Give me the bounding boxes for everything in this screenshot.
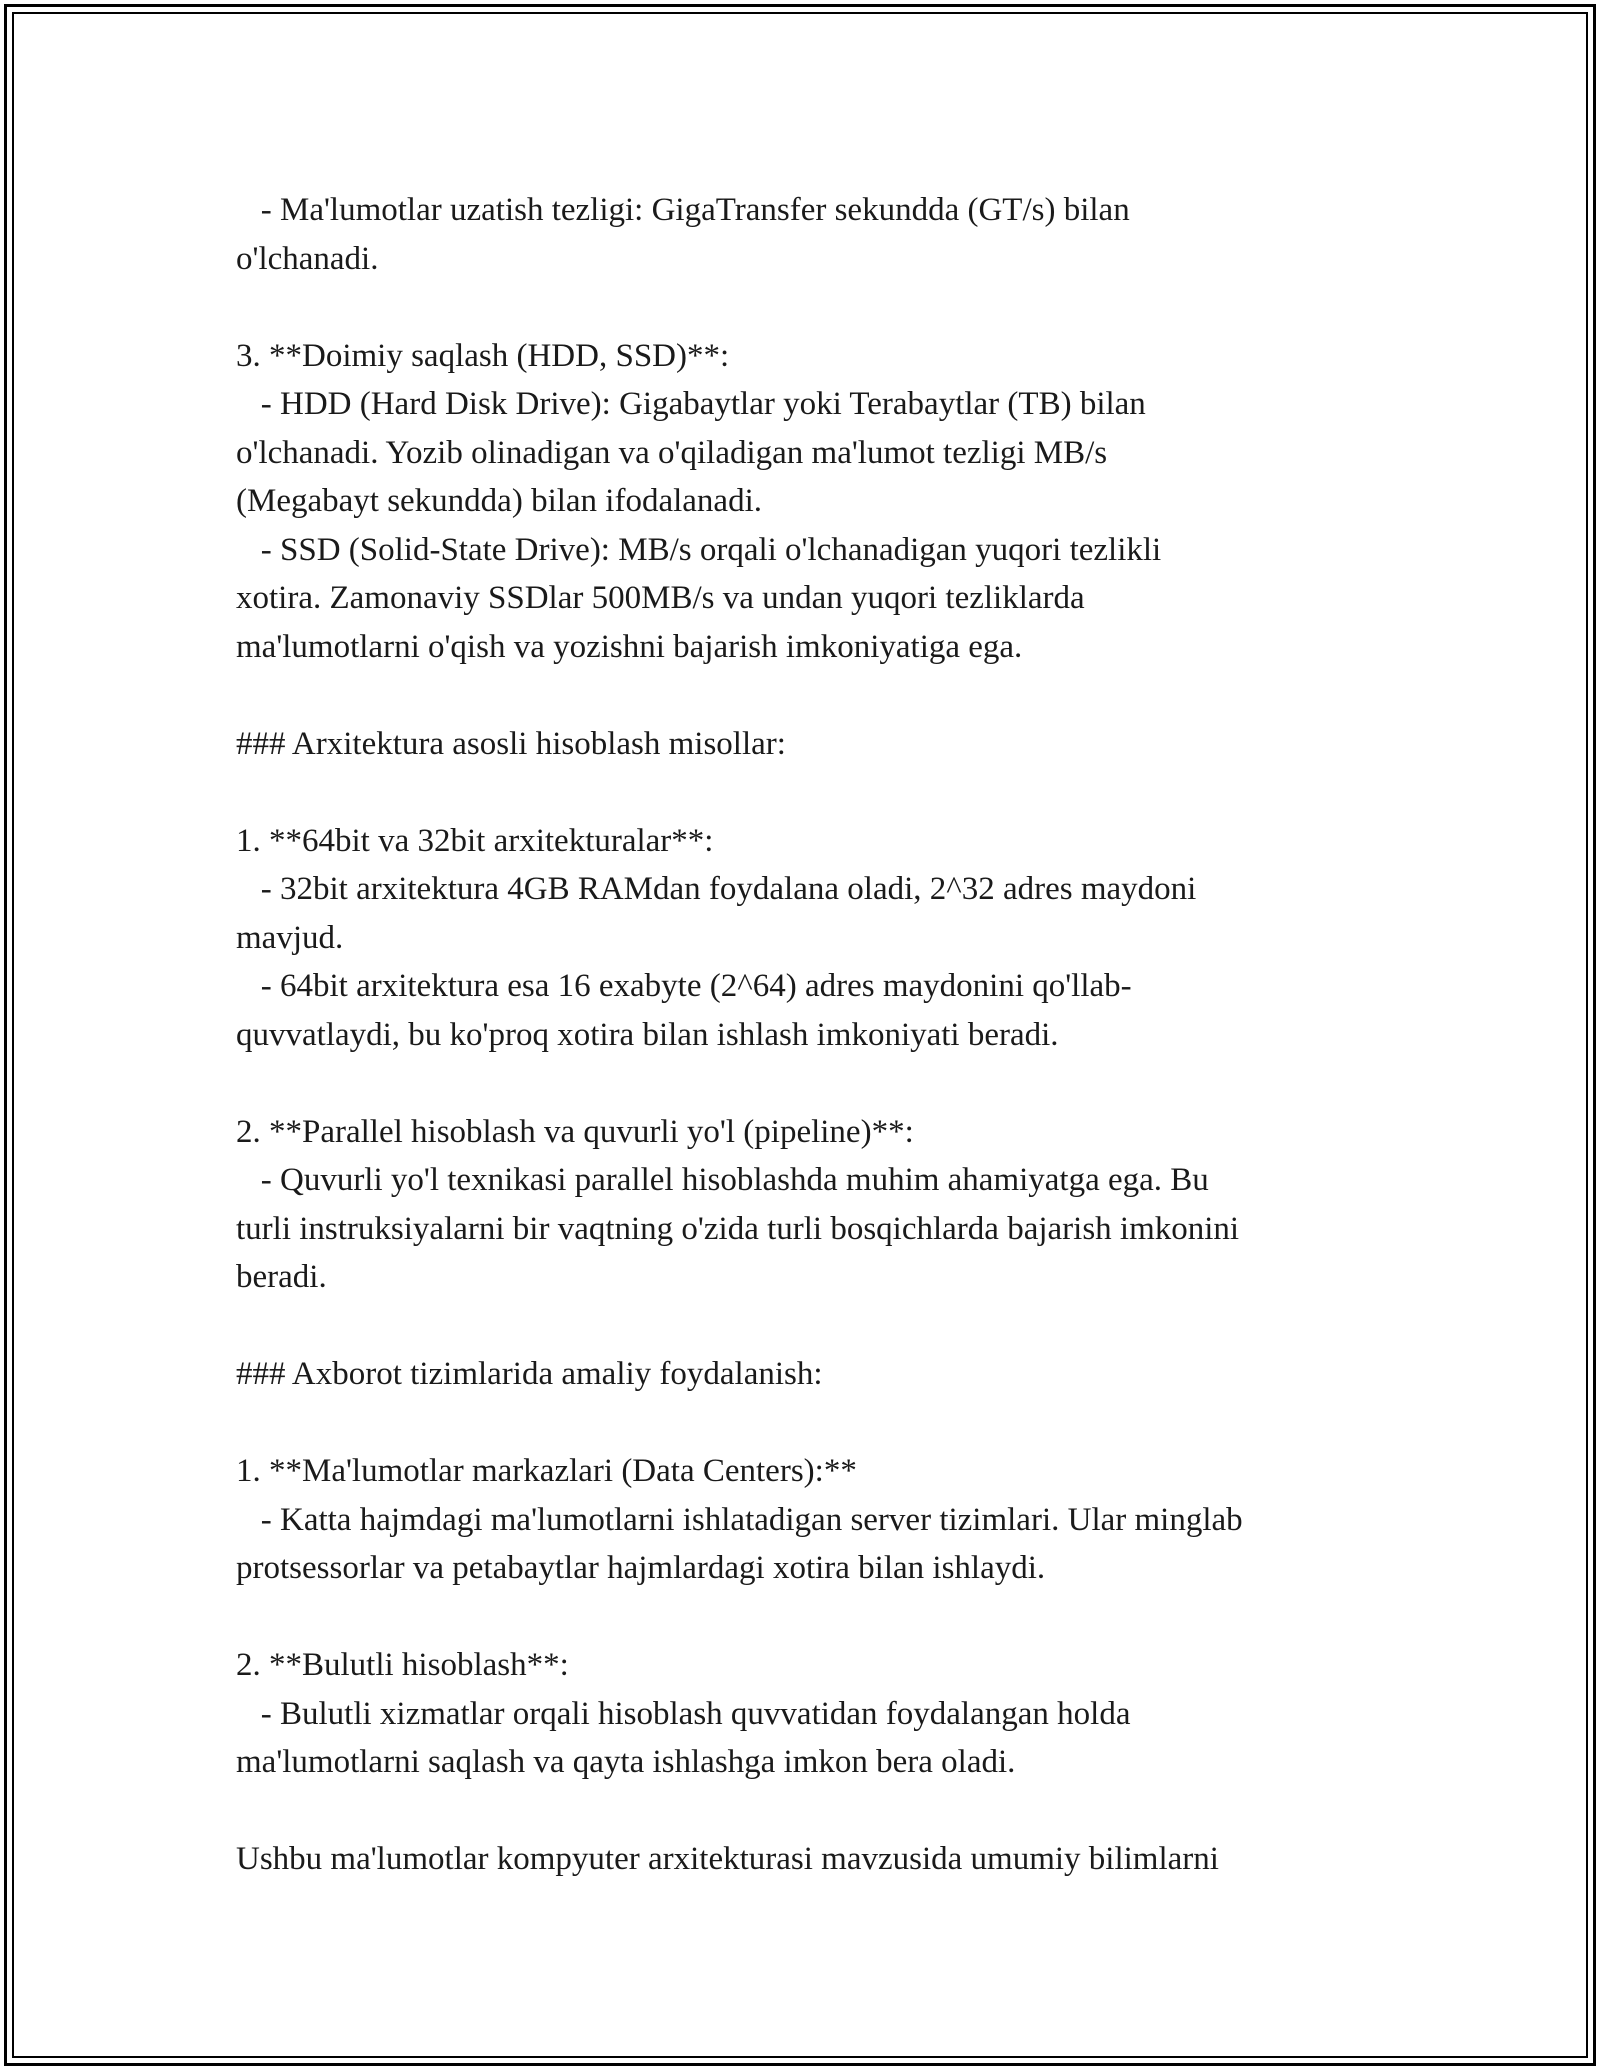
text-line: (Megabayt sekundda) bilan ifodalanadi. bbox=[236, 483, 762, 519]
text-line: o'lchanadi. Yozib olinadigan va o'qiladigan ma'lumot tezligi MB/s bbox=[236, 434, 1108, 471]
text-line: Ushbu ma'lumotlar kompyuter arxitekturasi mavzusida umumiy bilimlarni bbox=[236, 1841, 1219, 1877]
list-heading: 2. **Bulutli hisoblash**: bbox=[236, 1647, 569, 1683]
text-line: protsessorlar va petabaytlar hajmlardagi xotira bilan ishlaydi. bbox=[236, 1550, 1046, 1586]
text-line: ma'lumotlarni o'qish va yozishni bajarish imkoniyatiga ega. bbox=[236, 628, 1023, 665]
text-line: ma'lumotlarni saqlash va qayta ishlashga imkon bera oladi. bbox=[236, 1744, 1016, 1780]
blank-line bbox=[236, 1302, 1366, 1351]
text-line: mavjud. bbox=[236, 919, 344, 956]
blank-line bbox=[236, 1593, 1366, 1642]
text-line: - Katta hajmdagi ma'lumotlarni ishlatadigan server tizimlari. Ular minglab bbox=[236, 1501, 1243, 1538]
text-line: beradi. bbox=[236, 1259, 327, 1295]
text-line: o'lchanadi. bbox=[236, 240, 379, 277]
section-heading: ### Arxitektura asosli hisoblash misollar: bbox=[236, 725, 786, 762]
text-line: - HDD (Hard Disk Drive): Gigabaytlar yoki Terabaytlar (TB) bilan bbox=[236, 386, 1146, 422]
blank-line bbox=[236, 283, 1366, 332]
text-line: - 64bit arxitektura esa 16 exabyte (2^64) adres maydonini qo'llab- bbox=[236, 968, 1132, 1004]
list-heading: 1. **64bit va 32bit arxitekturalar**: bbox=[236, 822, 714, 859]
list-heading: 2. **Parallel hisoblash va quvurli yo'l (pipeline)**: bbox=[236, 1113, 914, 1150]
blank-line bbox=[236, 768, 1366, 817]
text-line: - Ma'lumotlar uzatish tezligi: GigaTransfer sekundda (GT/s) bilan bbox=[236, 192, 1130, 228]
section-heading: ### Axborot tizimlarida amaliy foydalanish: bbox=[236, 1356, 823, 1392]
text-line: - SSD (Solid-State Drive): MB/s orqali o'lchanadigan yuqori tezlikli bbox=[236, 531, 1162, 568]
blank-line bbox=[236, 1787, 1366, 1836]
text-line: xotira. Zamonaviy SSDlar 500MB/s va undan yuqori tezliklarda bbox=[236, 580, 1085, 616]
list-heading: 3. **Doimiy saqlash (HDD, SSD)**: bbox=[236, 337, 730, 374]
text-line: - Quvurli yo'l texnikasi parallel hisoblashda muhim ahamiyatga ega. Bu bbox=[236, 1162, 1209, 1198]
blank-line bbox=[236, 671, 1366, 720]
text-line: - 32bit arxitektura 4GB RAMdan foydalana oladi, 2^32 adres maydoni bbox=[236, 871, 1197, 907]
document-body bbox=[236, 186, 1366, 1884]
blank-line bbox=[236, 1399, 1366, 1448]
text-line: quvvatlaydi, bu ko'proq xotira bilan ishlash imkoniyati beradi. bbox=[236, 1016, 1059, 1053]
list-heading: 1. **Ma'lumotlar markazlari (Data Centers):** bbox=[236, 1453, 857, 1489]
blank-line bbox=[236, 1059, 1366, 1108]
text-line: turli instruksiyalarni bir vaqtning o'zida turli bosqichlarda bajarish imkonini bbox=[236, 1210, 1240, 1247]
text-line: - Bulutli xizmatlar orqali hisoblash quvvatidan foydalangan holda bbox=[236, 1695, 1131, 1732]
